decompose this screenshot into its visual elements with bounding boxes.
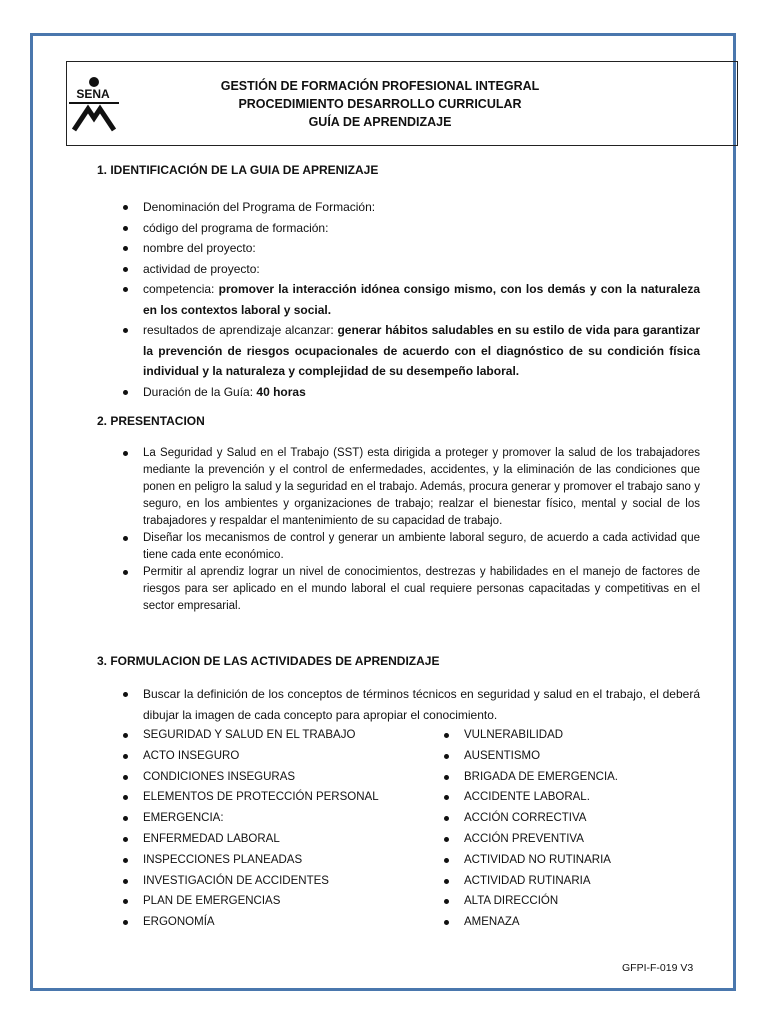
concept-item: ACTIVIDAD RUTINARIA <box>441 871 721 892</box>
concept-item: ALTA DIRECCIÓN <box>441 891 721 912</box>
concept-item: EMERGENCIA: <box>120 808 420 829</box>
header-line-3: GUÍA DE APRENDIZAJE <box>308 115 452 129</box>
list-item: código del programa de formación: <box>120 218 700 239</box>
list-item-duracion <box>120 382 700 403</box>
concept-item: INSPECCIONES PLANEADAS <box>120 850 420 871</box>
section-3-title: 3. FORMULACION DE LAS ACTIVIDADES DE APRENDIZAJE <box>97 654 440 668</box>
concept-item: ACCIDENTE LABORAL. <box>441 787 721 808</box>
list-item-competencia <box>120 279 700 320</box>
concept-item: PLAN DE EMERGENCIAS <box>120 891 420 912</box>
logo-text: SENA <box>76 87 110 101</box>
section-1-list <box>120 197 700 402</box>
concept-item: SEGURIDAD Y SALUD EN EL TRABAJO <box>120 725 420 746</box>
resultados-label: resultados de aprendizaje alcanzar: <box>143 323 338 337</box>
list-item: Buscar la definición de los conceptos de términos técnicos en seguridad y salud en el trabajo, el deberá dibujar la imagen de cada concepto para apropiar el conocimiento. <box>120 684 700 725</box>
concept-item: ELEMENTOS DE PROTECCIÓN PERSONAL <box>120 787 420 808</box>
concept-item: BRIGADA DE EMERGENCIA. <box>441 767 721 788</box>
list-item: La Seguridad y Salud en el Trabajo (SST) esta dirigida a proteger y promover la salud de los trabajadores mediante la prevención y el control de enfermedades, accidentes, y la eliminación de las condiciones que ponen en peligro la salud y la seguridad en el trabajo. Además, procura generar y promover el trabajo sano y seguro, en los ambientes y organizaciones de trabajo; realzar el bienestar físico, mental y social de los trabajadores y respaldar el mantenimiento de su capacidad de trabajo. <box>120 445 700 530</box>
concept-item: ERGONOMÍA <box>120 912 420 933</box>
form-code: GFPI-F-019 V3 <box>622 962 694 974</box>
concept-item: VULNERABILIDAD <box>441 725 721 746</box>
duracion-text: 40 horas <box>256 384 306 399</box>
concept-item: AUSENTISMO <box>441 746 721 767</box>
concept-item: ACCIÓN CORRECTIVA <box>441 808 721 829</box>
competencia-label: competencia: <box>143 282 219 296</box>
header-line-2: PROCEDIMIENTO DESARROLLO CURRICULAR <box>238 97 522 111</box>
concept-item: INVESTIGACIÓN DE ACCIDENTES <box>120 871 420 892</box>
concepts-column-1 <box>120 725 420 933</box>
concept-item: CONDICIONES INSEGURAS <box>120 767 420 788</box>
list-item: Denominación del Programa de Formación: <box>120 197 700 218</box>
list-item: actividad de proyecto: <box>120 259 700 280</box>
section-2-list <box>120 445 700 615</box>
concept-item: ACCIÓN PREVENTIVA <box>441 829 721 850</box>
concept-item: ACTO INSEGURO <box>120 746 420 767</box>
concept-item: AMENAZA <box>441 912 721 933</box>
concepts-column-2 <box>441 725 721 933</box>
list-item: Diseñar los mecanismos de control y generar un ambiente laboral seguro, de acuerdo a cada actividad que tiene cada ente económico. <box>120 530 700 564</box>
concept-item: ENFERMEDAD LABORAL <box>120 829 420 850</box>
duracion-label: Duración de la Guía: <box>143 384 257 399</box>
list-item-resultados <box>120 320 700 382</box>
section-3-intro-list <box>120 684 700 725</box>
competencia-text: promover la interacción idónea consigo mismo, con los demás y con la naturaleza en los contextos laboral y social. <box>143 282 700 317</box>
resultados-text: generar hábitos saludables en su estilo de vida para garantizar la prevención de riesgos ocupacionales de acuerdo con el diagnóstico de su condición física individual y la naturaleza y complejidad de su desempeño laboral. <box>143 323 700 378</box>
list-item: nombre del proyecto: <box>120 238 700 259</box>
section-1-title: 1. IDENTIFICACIÓN DE LA GUIA DE APRENIZAJE <box>97 163 379 177</box>
list-item: Permitir al aprendiz lograr un nivel de conocimientos, destrezas y habilidades en el manejo de factores de riesgos para ser aplicado en el mundo laboral el cual requiere personas capacitadas y competitivas en el sector empresarial. <box>120 564 700 615</box>
header-title <box>90 77 670 131</box>
concept-item: ACTIVIDAD NO RUTINARIA <box>441 850 721 871</box>
header-line-1: GESTIÓN DE FORMACIÓN PROFESIONAL INTEGRAL <box>220 79 540 93</box>
section-2-title: 2. PRESENTACION <box>97 414 205 428</box>
